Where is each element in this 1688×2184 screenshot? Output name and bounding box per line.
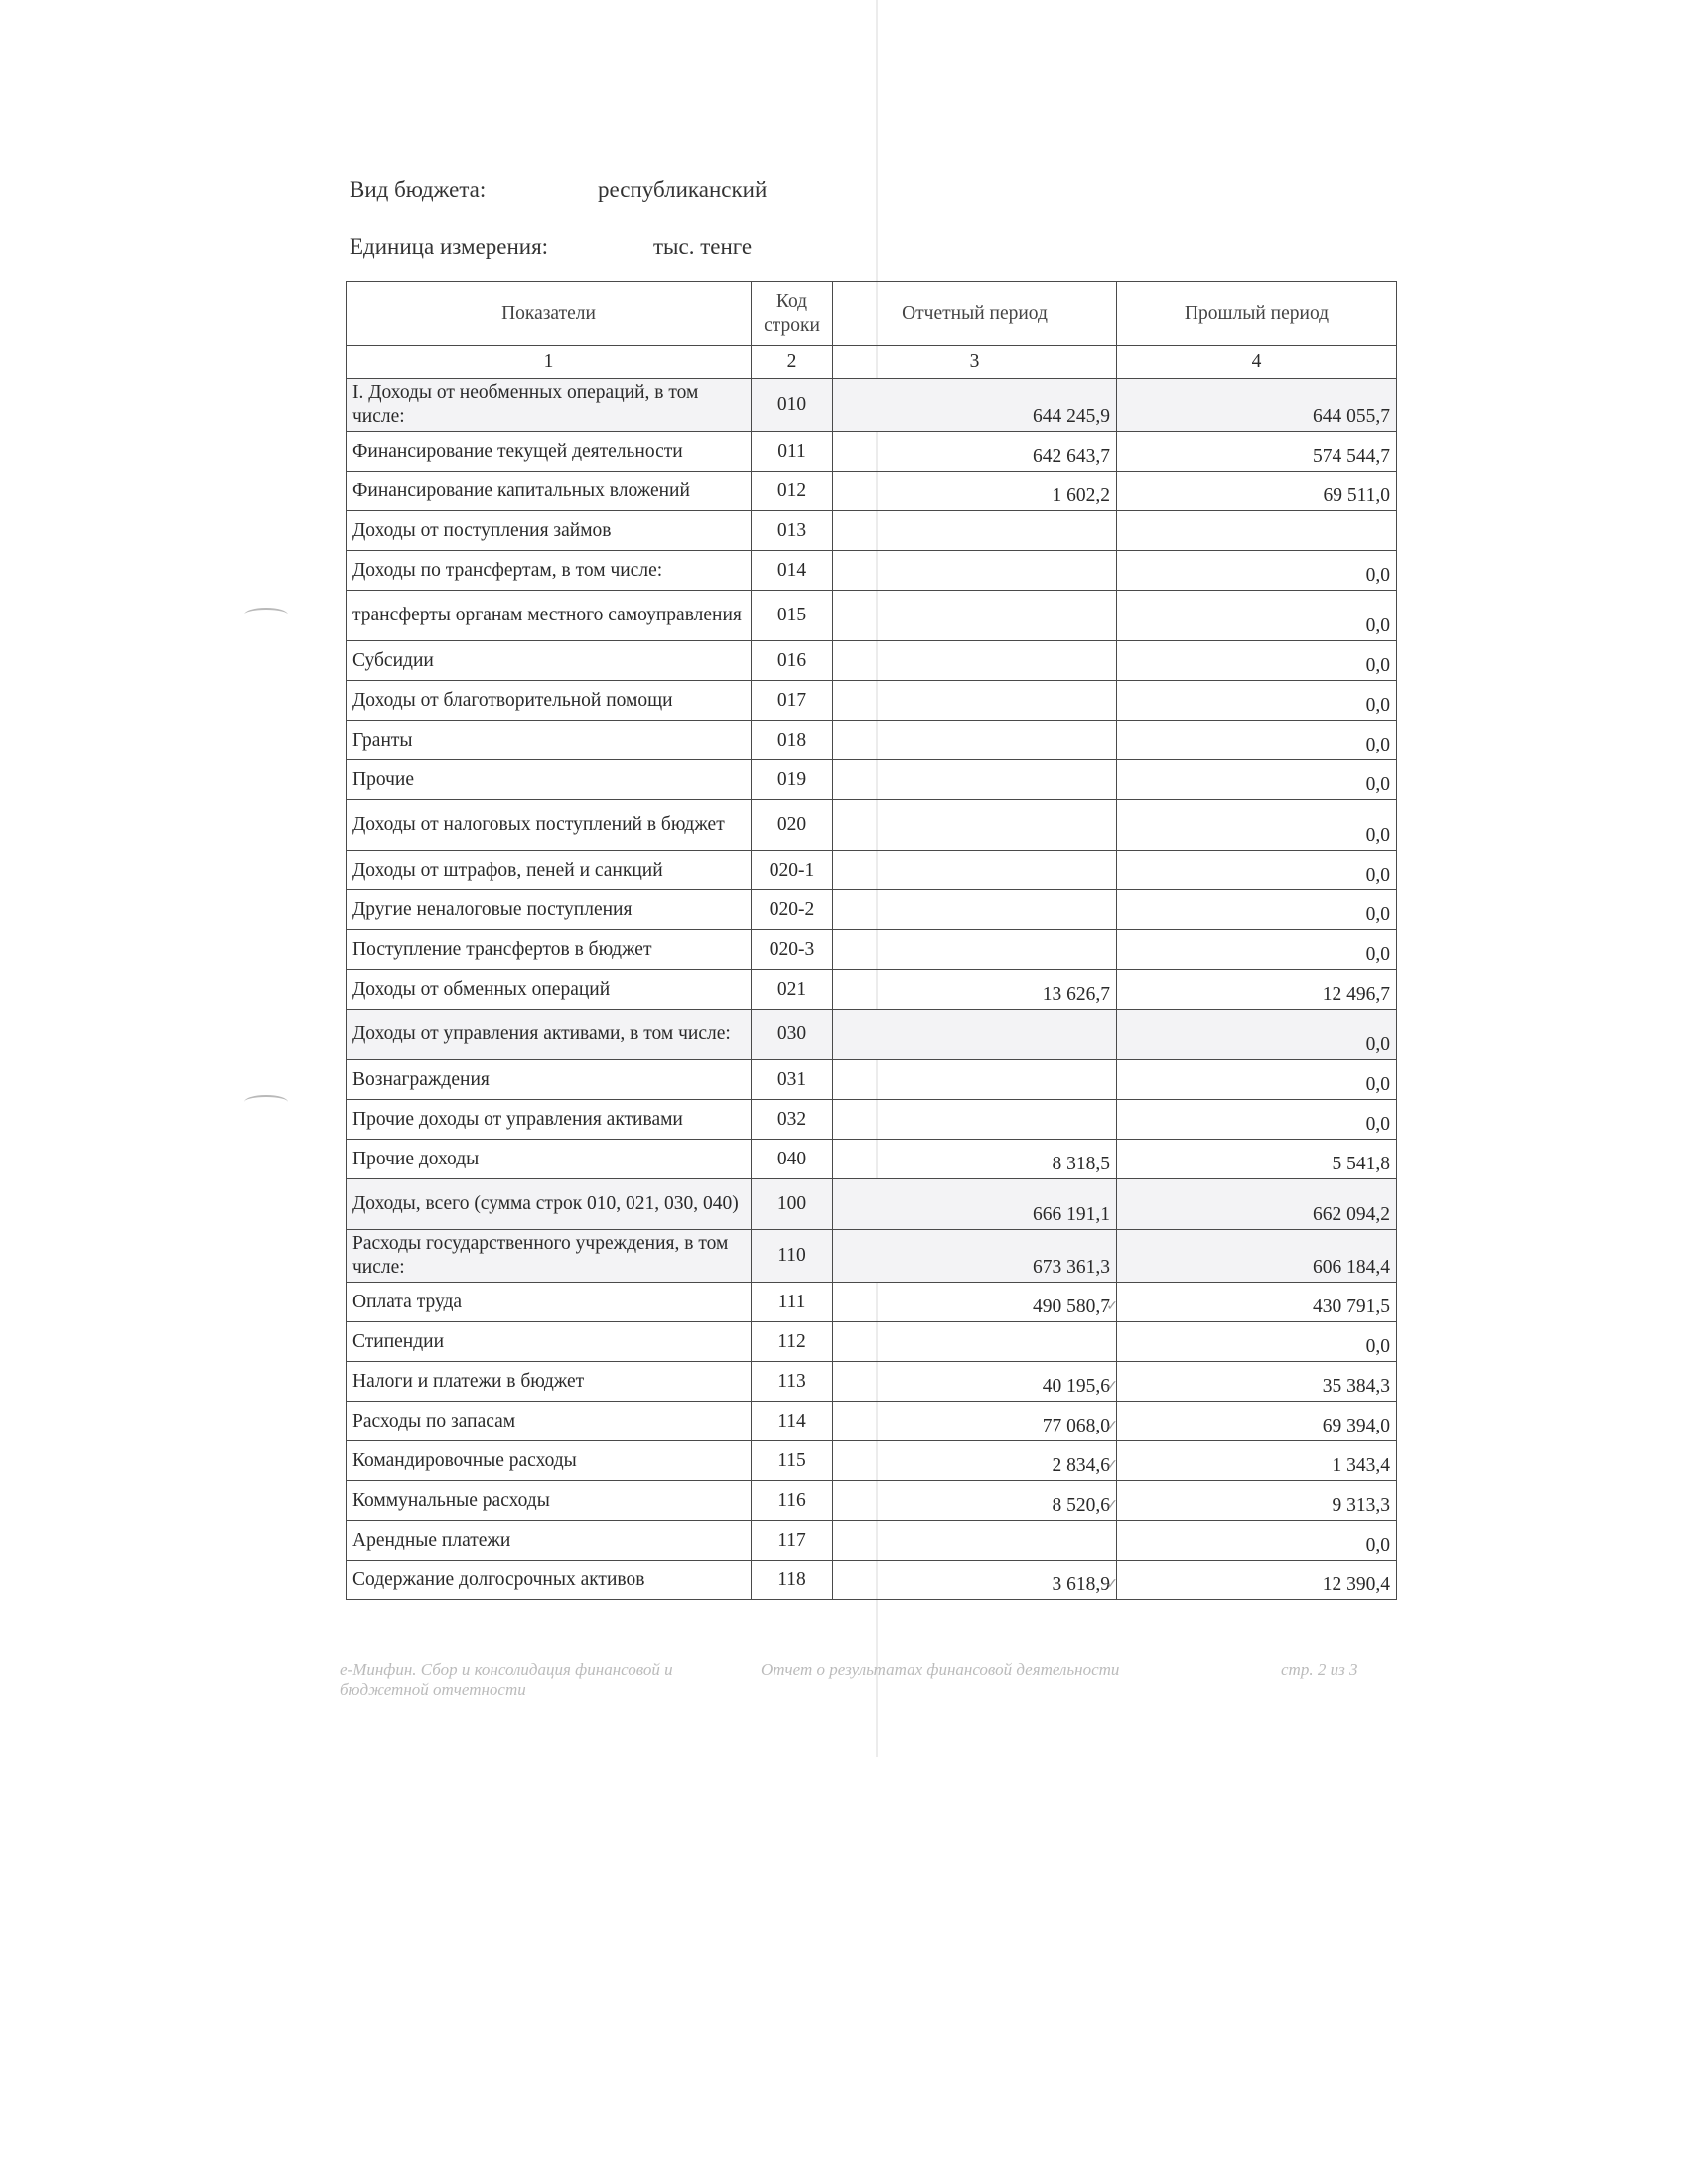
current-period-cell [833, 1060, 1117, 1100]
table-row [347, 472, 1397, 511]
table-row [347, 1322, 1397, 1362]
table-row [347, 511, 1397, 551]
indicator-cell: I. Доходы от необменных операций, в том числе: [347, 379, 752, 432]
previous-period-cell: 0,0 [1117, 721, 1397, 760]
table-row [347, 1010, 1397, 1060]
budget-type-value: республиканский [598, 177, 768, 202]
column-number: 4 [1117, 346, 1397, 379]
indicator-cell: Расходы по запасам [347, 1402, 752, 1441]
previous-period-cell: 606 184,4 [1117, 1230, 1397, 1283]
previous-period-cell: 0,0 [1117, 1521, 1397, 1561]
indicator-cell: Прочие доходы [347, 1140, 752, 1179]
previous-period-cell: 662 094,2 [1117, 1179, 1397, 1230]
column-header-previous-period: Прошлый период [1117, 282, 1397, 346]
current-period-cell [833, 551, 1117, 591]
code-cell: 111 [752, 1283, 833, 1322]
table-row [347, 432, 1397, 472]
table-row [347, 1441, 1397, 1481]
table-row [347, 379, 1397, 432]
table-row [347, 1179, 1397, 1230]
table-row [347, 1100, 1397, 1140]
indicator-cell: Оплата труда [347, 1283, 752, 1322]
code-cell: 031 [752, 1060, 833, 1100]
code-cell: 112 [752, 1322, 833, 1362]
table-row [347, 890, 1397, 930]
current-period-cell: 490 580,7 ✓ [833, 1283, 1117, 1322]
previous-period-cell: 0,0 [1117, 851, 1397, 890]
code-cell: 020-3 [752, 930, 833, 970]
code-cell: 021 [752, 970, 833, 1010]
code-cell: 020-1 [752, 851, 833, 890]
table-row [347, 1561, 1397, 1600]
table-row [347, 1362, 1397, 1402]
code-cell: 019 [752, 760, 833, 800]
code-cell: 010 [752, 379, 833, 432]
code-cell: 011 [752, 432, 833, 472]
unit-value: тыс. тенге [653, 234, 753, 259]
indicator-cell: Субсидии [347, 641, 752, 681]
table-row [347, 641, 1397, 681]
indicator-cell: Доходы от благотворительной помощи [347, 681, 752, 721]
previous-period-cell: 5 541,8 [1117, 1140, 1397, 1179]
previous-period-cell: 644 055,7 [1117, 379, 1397, 432]
current-period-cell: 8 318,5 [833, 1140, 1117, 1179]
punch-hole-mark [244, 1095, 288, 1109]
current-period-cell: 13 626,7 [833, 970, 1117, 1010]
code-cell: 014 [752, 551, 833, 591]
current-period-cell: 673 361,3 [833, 1230, 1117, 1283]
current-period-cell [833, 641, 1117, 681]
indicator-cell: Гранты [347, 721, 752, 760]
table-row [347, 551, 1397, 591]
previous-period-cell: 0,0 [1117, 890, 1397, 930]
unit-label: Единица измерения: [350, 234, 549, 259]
code-cell: 015 [752, 591, 833, 641]
indicator-cell: Доходы, всего (сумма строк 010, 021, 030, 040) [347, 1179, 752, 1230]
footer-source: е-Минфин. Сбор и консолидация финансовой и бюджетной отчетности [340, 1660, 673, 1699]
current-period-cell: 642 643,7 [833, 432, 1117, 472]
indicator-cell: Другие неналоговые поступления [347, 890, 752, 930]
current-period-cell [833, 1521, 1117, 1561]
table-row [347, 800, 1397, 851]
indicator-cell: Содержание долгосрочных активов [347, 1561, 752, 1600]
current-period-cell: 1 602,2 [833, 472, 1117, 511]
table-row [347, 591, 1397, 641]
table-row [347, 1521, 1397, 1561]
indicator-cell: Стипендии [347, 1322, 752, 1362]
indicator-cell: Доходы от поступления займов [347, 511, 752, 551]
previous-period-cell: 69 394,0 [1117, 1402, 1397, 1441]
indicator-cell: Коммунальные расходы [347, 1481, 752, 1521]
code-cell: 017 [752, 681, 833, 721]
previous-period-cell [1117, 511, 1397, 551]
code-cell: 100 [752, 1179, 833, 1230]
code-cell: 118 [752, 1561, 833, 1600]
code-cell: 016 [752, 641, 833, 681]
indicator-cell: Доходы по трансфертам, в том числе: [347, 551, 752, 591]
table-row [347, 721, 1397, 760]
current-period-cell: 666 191,1 [833, 1179, 1117, 1230]
previous-period-cell: 0,0 [1117, 591, 1397, 641]
indicator-cell: Вознаграждения [347, 1060, 752, 1100]
code-cell: 018 [752, 721, 833, 760]
previous-period-cell: 0,0 [1117, 1322, 1397, 1362]
current-period-cell: 77 068,0 ✓ [833, 1402, 1117, 1441]
current-period-cell [833, 511, 1117, 551]
footer-report-title: Отчет о результатах финансовой деятельности [761, 1660, 1120, 1679]
column-number: 2 [752, 346, 833, 379]
current-period-cell [833, 890, 1117, 930]
indicator-cell: Прочие доходы от управления активами [347, 1100, 752, 1140]
table-row [347, 1140, 1397, 1179]
previous-period-cell: 0,0 [1117, 800, 1397, 851]
current-period-cell [833, 591, 1117, 641]
indicator-cell: трансферты органам местного самоуправления [347, 591, 752, 641]
code-cell: 114 [752, 1402, 833, 1441]
code-cell: 117 [752, 1521, 833, 1561]
code-cell: 020-2 [752, 890, 833, 930]
previous-period-cell: 0,0 [1117, 930, 1397, 970]
previous-period-cell: 0,0 [1117, 681, 1397, 721]
budget-type-row [350, 177, 768, 203]
indicator-cell: Налоги и платежи в бюджет [347, 1362, 752, 1402]
indicator-cell: Финансирование текущей деятельности [347, 432, 752, 472]
previous-period-cell: 1 343,4 [1117, 1441, 1397, 1481]
indicator-cell: Финансирование капитальных вложений [347, 472, 752, 511]
code-cell: 115 [752, 1441, 833, 1481]
previous-period-cell: 574 544,7 [1117, 432, 1397, 472]
column-header-indicators: Показатели [347, 282, 752, 346]
column-header-code: Код строки [752, 282, 833, 346]
table-row [347, 1230, 1397, 1283]
indicator-cell: Арендные платежи [347, 1521, 752, 1561]
footer-page-number: стр. 2 из 3 [1281, 1660, 1358, 1679]
column-number: 1 [347, 346, 752, 379]
code-cell: 110 [752, 1230, 833, 1283]
previous-period-cell: 0,0 [1117, 760, 1397, 800]
column-number: 3 [833, 346, 1117, 379]
current-period-cell [833, 1322, 1117, 1362]
indicator-cell: Доходы от налоговых поступлений в бюджет [347, 800, 752, 851]
table-row [347, 760, 1397, 800]
table-row [347, 1283, 1397, 1322]
indicator-cell: Прочие [347, 760, 752, 800]
budget-type-label: Вид бюджета: [350, 177, 487, 202]
code-cell: 013 [752, 511, 833, 551]
table-header-row [347, 282, 1397, 346]
previous-period-cell: 0,0 [1117, 1100, 1397, 1140]
code-cell: 030 [752, 1010, 833, 1060]
current-period-cell: 3 618,9 ✓ [833, 1561, 1117, 1600]
current-period-cell [833, 1100, 1117, 1140]
previous-period-cell: 12 496,7 [1117, 970, 1397, 1010]
indicator-cell: Поступление трансфертов в бюджет [347, 930, 752, 970]
code-cell: 113 [752, 1362, 833, 1402]
previous-period-cell: 9 313,3 [1117, 1481, 1397, 1521]
table-row [347, 681, 1397, 721]
current-period-cell [833, 681, 1117, 721]
table-row [347, 1402, 1397, 1441]
previous-period-cell: 0,0 [1117, 551, 1397, 591]
unit-row [350, 234, 753, 260]
previous-period-cell: 0,0 [1117, 1060, 1397, 1100]
current-period-cell [833, 800, 1117, 851]
previous-period-cell: 35 384,3 [1117, 1362, 1397, 1402]
previous-period-cell: 430 791,5 [1117, 1283, 1397, 1322]
code-cell: 040 [752, 1140, 833, 1179]
previous-period-cell: 0,0 [1117, 1010, 1397, 1060]
table-row [347, 1481, 1397, 1521]
current-period-cell: 8 520,6 ✓ [833, 1481, 1117, 1521]
current-period-cell: 2 834,6 ✓ [833, 1441, 1117, 1481]
indicator-cell: Расходы государственного учреждения, в том числе: [347, 1230, 752, 1283]
current-period-cell [833, 760, 1117, 800]
financial-report-table [346, 281, 1397, 1600]
indicator-cell: Доходы от штрафов, пеней и санкций [347, 851, 752, 890]
previous-period-cell: 12 390,4 [1117, 1561, 1397, 1600]
punch-hole-mark [244, 608, 288, 621]
indicator-cell: Доходы от управления активами, в том числе: [347, 1010, 752, 1060]
table-row [347, 851, 1397, 890]
code-cell: 020 [752, 800, 833, 851]
current-period-cell: 40 195,6 ✓ [833, 1362, 1117, 1402]
current-period-cell [833, 1010, 1117, 1060]
indicator-cell: Командировочные расходы [347, 1441, 752, 1481]
current-period-cell [833, 851, 1117, 890]
table-row [347, 930, 1397, 970]
indicator-cell: Доходы от обменных операций [347, 970, 752, 1010]
code-cell: 012 [752, 472, 833, 511]
column-header-current-period: Отчетный период [833, 282, 1117, 346]
current-period-cell: 644 245,9 [833, 379, 1117, 432]
code-cell: 116 [752, 1481, 833, 1521]
previous-period-cell: 69 511,0 [1117, 472, 1397, 511]
current-period-cell [833, 721, 1117, 760]
previous-period-cell: 0,0 [1117, 641, 1397, 681]
table-row [347, 970, 1397, 1010]
column-number-row [347, 346, 1397, 379]
current-period-cell [833, 930, 1117, 970]
table-row [347, 1060, 1397, 1100]
code-cell: 032 [752, 1100, 833, 1140]
